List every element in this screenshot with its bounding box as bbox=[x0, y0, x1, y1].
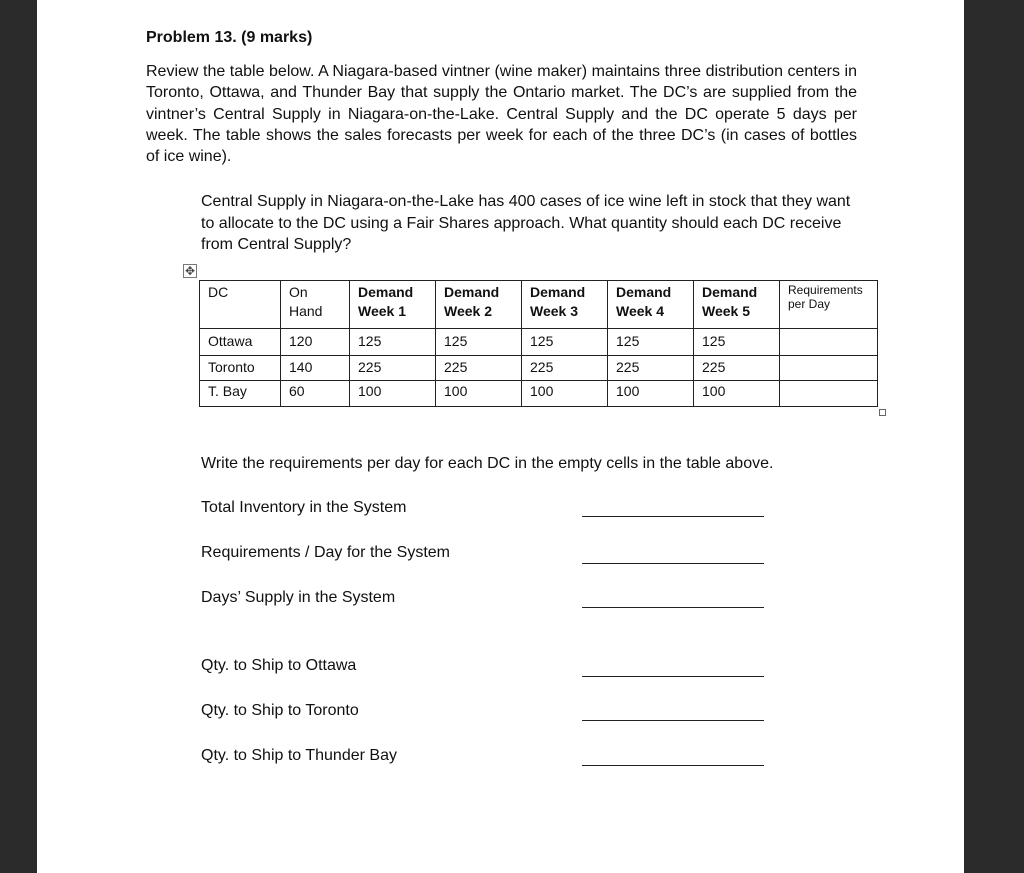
label-days-supply: Days’ Supply in the System bbox=[201, 589, 396, 606]
label-requirements-per-day: Requirements / Day for the System bbox=[201, 544, 450, 561]
table-row bbox=[200, 356, 878, 381]
intro-paragraph: Review the table below. A Niagara-based vintner (wine maker) maintains three distribution centers in Toronto, Ottawa, and Thunder Bay that supply the Ontario market. The DC’s are supplied from the vintner’s Central Supply in Niagara-on-the-Lake. Central Supply and the DC operate 5 days per week. The table shows the sales forecasts per week for each of the three DC’s (in cases of bottles of ice wine). bbox=[146, 63, 857, 166]
header-week-1: Demand Week 1 bbox=[350, 281, 436, 329]
table-row bbox=[200, 329, 878, 356]
answer-blank-ship-thunder-bay[interactable] bbox=[582, 765, 764, 766]
cell-week-3: 125 bbox=[522, 329, 608, 356]
answer-blank-requirements-per-day[interactable] bbox=[582, 563, 764, 564]
cell-week-3: 225 bbox=[522, 356, 608, 381]
cell-dc: Toronto bbox=[200, 356, 281, 381]
dc-demand-table bbox=[199, 280, 878, 407]
answer-blank-ship-ottawa[interactable] bbox=[582, 676, 764, 677]
instruction-text: Write the requirements per day for each DC in the empty cells in the table above. bbox=[201, 455, 774, 472]
header-requirements: Requirements per Day bbox=[780, 281, 878, 329]
cell-on-hand: 60 bbox=[281, 381, 350, 407]
label-total-inventory: Total Inventory in the System bbox=[201, 499, 407, 516]
cell-week-5: 100 bbox=[694, 381, 780, 407]
table-header-row bbox=[200, 281, 878, 329]
cell-week-4: 125 bbox=[608, 329, 694, 356]
cell-week-1: 100 bbox=[350, 381, 436, 407]
label-ship-ottawa: Qty. to Ship to Ottawa bbox=[201, 657, 357, 674]
header-on-hand: On Hand bbox=[281, 281, 350, 329]
cell-week-4: 100 bbox=[608, 381, 694, 407]
answer-blank-ship-toronto[interactable] bbox=[582, 720, 764, 721]
answer-blank-days-supply[interactable] bbox=[582, 607, 764, 608]
header-dc: DC bbox=[200, 281, 281, 329]
cell-requirements-empty[interactable] bbox=[780, 356, 878, 381]
cell-week-4: 225 bbox=[608, 356, 694, 381]
cell-on-hand: 120 bbox=[281, 329, 350, 356]
label-ship-toronto: Qty. to Ship to Toronto bbox=[201, 702, 359, 719]
cell-week-3: 100 bbox=[522, 381, 608, 407]
cell-week-5: 225 bbox=[694, 356, 780, 381]
cell-week-2: 125 bbox=[436, 329, 522, 356]
document-page bbox=[37, 0, 964, 873]
cell-week-1: 225 bbox=[350, 356, 436, 381]
header-week-5: Demand Week 5 bbox=[694, 281, 780, 329]
header-week-2: Demand Week 2 bbox=[436, 281, 522, 329]
answer-blank-total-inventory[interactable] bbox=[582, 516, 764, 517]
cell-dc: T. Bay bbox=[200, 381, 281, 407]
header-week-3: Demand Week 3 bbox=[522, 281, 608, 329]
label-ship-thunder-bay: Qty. to Ship to Thunder Bay bbox=[201, 747, 397, 764]
question-paragraph: Central Supply in Niagara-on-the-Lake has 400 cases of ice wine left in stock that they want to allocate to the DC using a Fair Shares approach. What quantity should each DC receive from Central Supply? bbox=[201, 193, 851, 253]
cell-on-hand: 140 bbox=[281, 356, 350, 381]
header-week-4: Demand Week 4 bbox=[608, 281, 694, 329]
problem-heading: Problem 13. (9 marks) bbox=[146, 29, 313, 46]
cell-week-2: 225 bbox=[436, 356, 522, 381]
cell-week-1: 125 bbox=[350, 329, 436, 356]
cell-dc: Ottawa bbox=[200, 329, 281, 356]
cell-requirements-empty[interactable] bbox=[780, 381, 878, 407]
cell-week-2: 100 bbox=[436, 381, 522, 407]
cell-requirements-empty[interactable] bbox=[780, 329, 878, 356]
table-row bbox=[200, 381, 878, 407]
table-move-handle-icon[interactable]: ✥ bbox=[184, 264, 196, 278]
table-resize-handle[interactable] bbox=[879, 409, 886, 416]
cell-week-5: 125 bbox=[694, 329, 780, 356]
